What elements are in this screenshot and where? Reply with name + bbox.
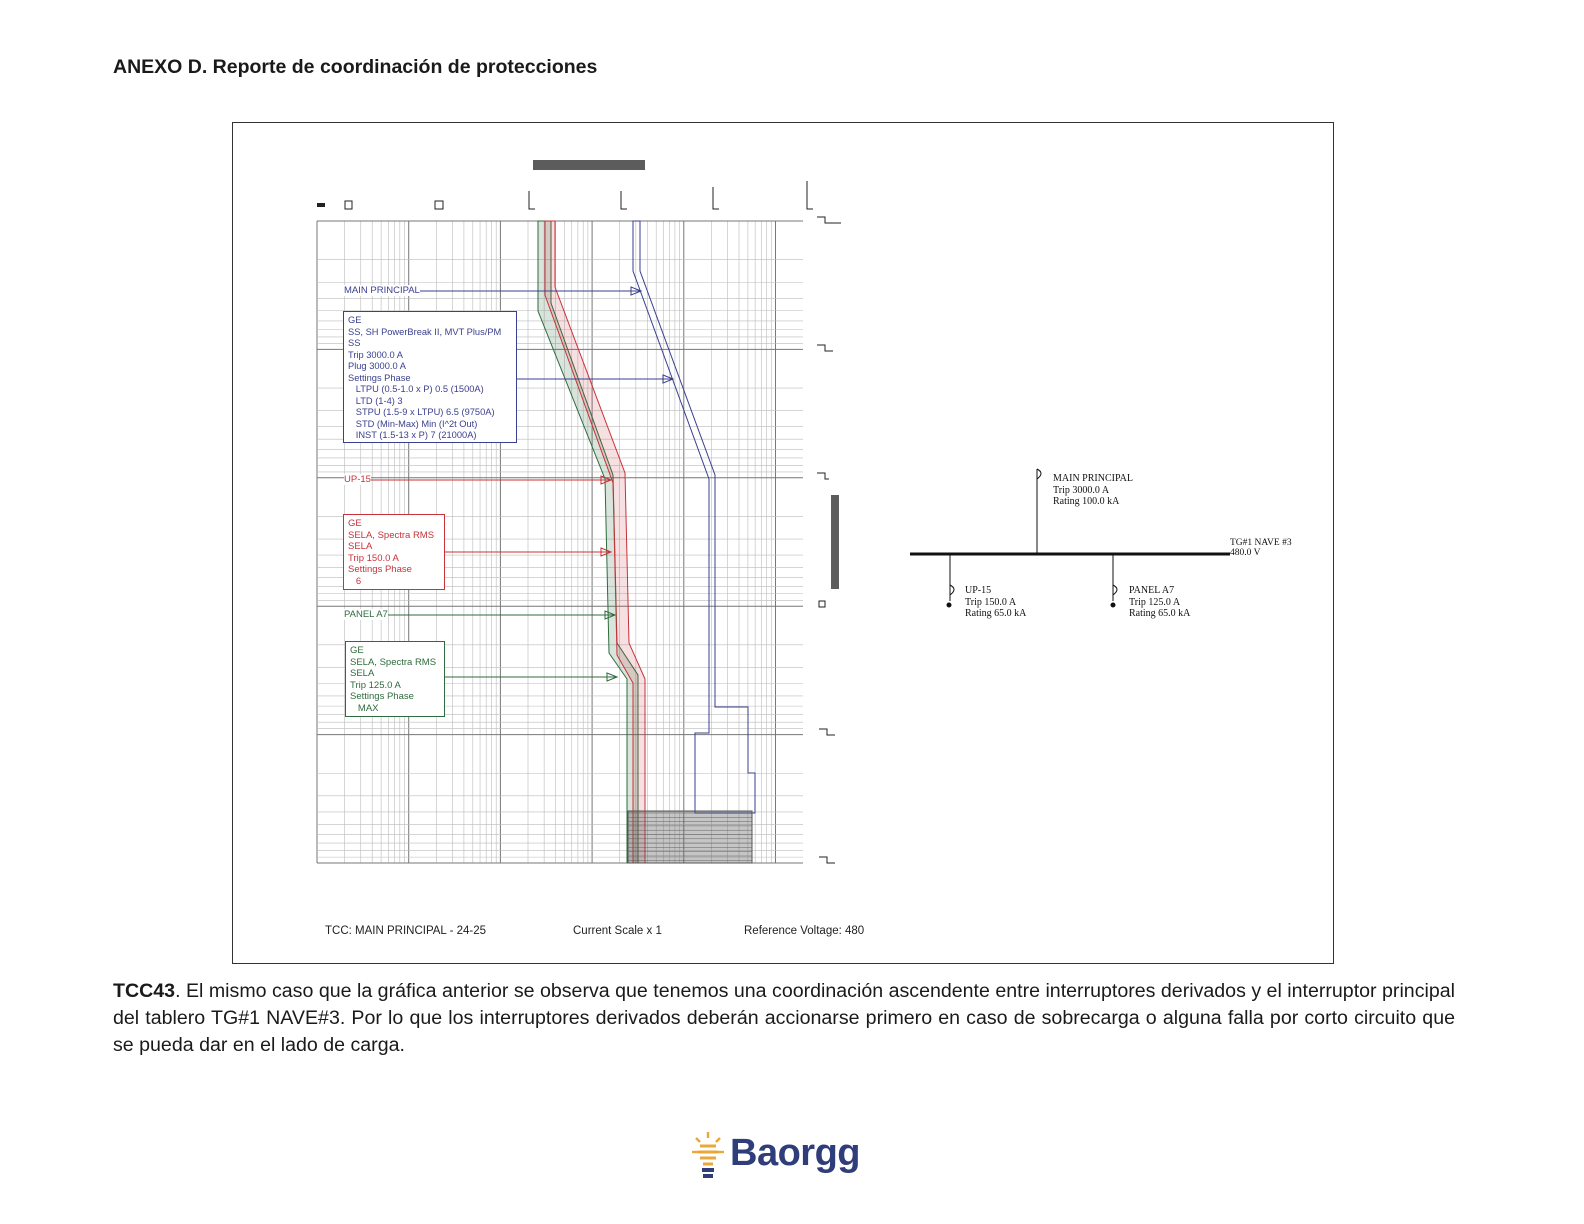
- reference-voltage: Reference Voltage: 480: [744, 925, 865, 937]
- panel-a7-breaker-symbol: [1113, 585, 1117, 595]
- up15-breaker-symbol: [950, 585, 954, 595]
- figure-caption: [113, 978, 1455, 1059]
- right-scale-marks: [817, 217, 841, 863]
- device-tag-1: MAIN PRINCIPAL: [344, 285, 420, 296]
- device-tag-2: UP-15: [344, 474, 371, 485]
- main-breaker-symbol: [1037, 469, 1041, 479]
- device-tag-3: PANEL A7: [344, 609, 388, 620]
- logo-text: Baorgg: [730, 1132, 860, 1174]
- up15-label: UP-15 Trip 150.0 A Rating 65.0 kA: [965, 585, 1027, 619]
- main-breaker-label: MAIN PRINCIPAL Trip 3000.0 A Rating 100.0 kA: [1053, 473, 1133, 507]
- device-settings-box-2: GE SELA, Spectra RMS SELA Trip 150.0 A Settings Phase 6: [343, 514, 445, 590]
- top-scale-marks: [317, 160, 813, 209]
- bus-label: TG#1 NAVE #3 480.0 V: [1230, 538, 1292, 558]
- tcc-curves: [538, 221, 755, 863]
- device-settings-box-3: GE SELA, Spectra RMS SELA Trip 125.0 A Settings Phase MAX: [345, 641, 445, 717]
- caption-text: . El mismo caso que la gráfica anterior se observa que tenemos una coordinación ascendente entre interruptores derivados y el interruptor principal del tablero TG#1 NAVE#3. Por lo que los interruptores derivados deberán accionarse primero en caso de sobrecarga o alguna falla por corto circuito que se pueda dar en el lado de carga.: [113, 980, 1455, 1056]
- company-logo: [688, 1128, 878, 1184]
- device-settings-box-1: GE SS, SH PowerBreak II, MVT Plus/PM SS Trip 3000.0 A Plug 3000.0 A Settings Phase LTPU (0.5-1.0 x P) 0.5 (1500A) LTD (1-4) 3 STPU (1.5-9 x LTPU) 6.5 (9750A) STD (Min-Max) Min (I^2t Out) INST (1.5-13 x P) 7 (21000A): [343, 311, 517, 443]
- tcc-name: TCC: MAIN PRINCIPAL - 24-25: [325, 925, 487, 937]
- lightbulb-icon: [688, 1128, 728, 1184]
- caption-label: TCC43: [113, 980, 176, 1002]
- current-scale: Current Scale x 1: [573, 925, 662, 937]
- tcc-figure: [232, 122, 1334, 964]
- panel-a7-label: PANEL A7 Trip 125.0 A Rating 65.0 kA: [1129, 585, 1191, 619]
- page-heading: ANEXO D. Reporte de coordinación de protecciones: [113, 56, 598, 78]
